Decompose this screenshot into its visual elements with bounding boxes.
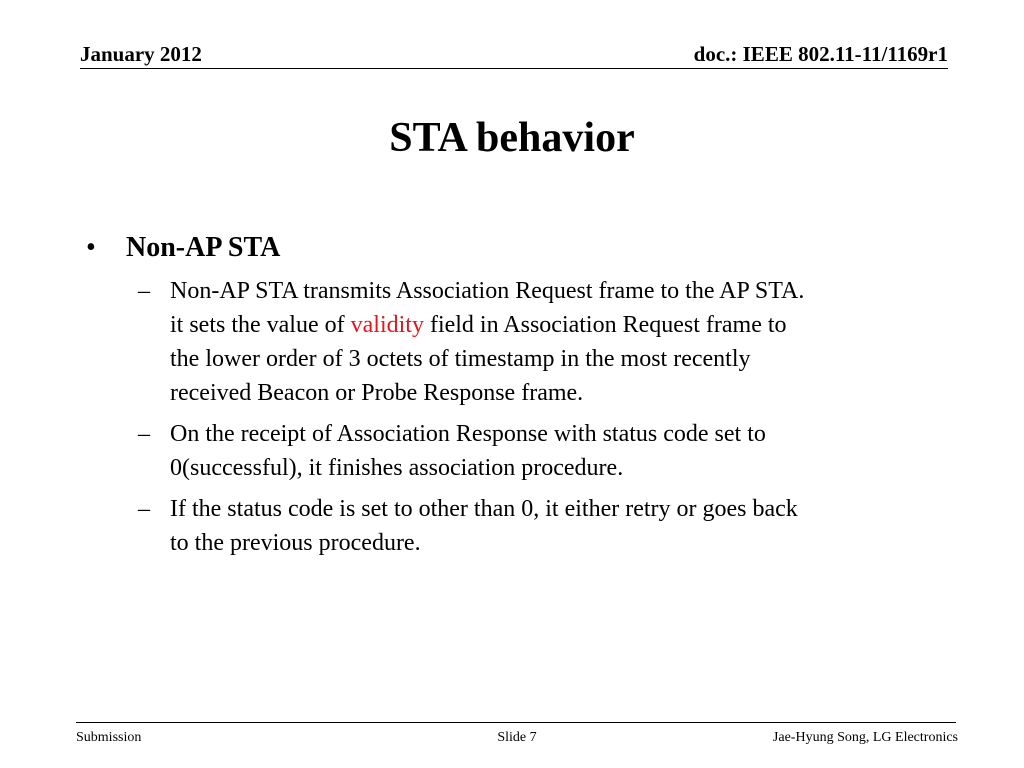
- header-date: January 2012: [80, 42, 202, 66]
- footer-slide-number: Slide 7: [497, 730, 537, 745]
- sub-bullet-line: Non-AP STA transmits Association Request frame to the AP STA.: [170, 278, 805, 304]
- header-doc-id: doc.: IEEE 802.11-11/1169r1: [693, 42, 948, 66]
- dash-icon: –: [138, 278, 150, 304]
- footer-author: Jae-Hyung Song, LG Electronics: [772, 730, 958, 745]
- footer-submission: Submission: [76, 730, 142, 745]
- sub-bullet-line: If the status code is set to other than 0, it either retry or goes back: [170, 496, 798, 522]
- text-segment: field in Association Request frame to: [423, 312, 787, 338]
- dash-icon: –: [138, 421, 150, 447]
- header-divider: [80, 68, 948, 69]
- sub-bullet-line: [170, 308, 946, 342]
- sub-bullet-line: to the previous procedure.: [170, 530, 421, 556]
- footer-divider: [76, 722, 956, 723]
- text-segment: it sets the value of: [170, 312, 351, 338]
- sub-bullet-line: On the receipt of Association Response with status code set to: [170, 421, 766, 447]
- sub-bullet-status-failure: [86, 492, 946, 560]
- sub-bullet-line: received Beacon or Probe Response frame.: [170, 380, 584, 406]
- bullet-non-ap-sta: [86, 228, 946, 268]
- bullet-label: Non-AP STA: [126, 232, 281, 263]
- validity-highlight: validity: [350, 312, 424, 338]
- sub-bullet-line: the lower order of 3 octets of timestamp in the most recently: [170, 346, 751, 372]
- sub-bullet-list: [86, 274, 946, 560]
- sub-bullet-association-response: [86, 417, 946, 485]
- bullet-dot-icon: •: [86, 232, 96, 263]
- slide-title: STA behavior: [389, 115, 635, 161]
- sub-bullet-association-request: [86, 274, 946, 410]
- sub-bullet-line: 0(successful), it finishes association procedure.: [170, 455, 624, 481]
- dash-icon: –: [138, 496, 150, 522]
- slide-body: [86, 228, 946, 567]
